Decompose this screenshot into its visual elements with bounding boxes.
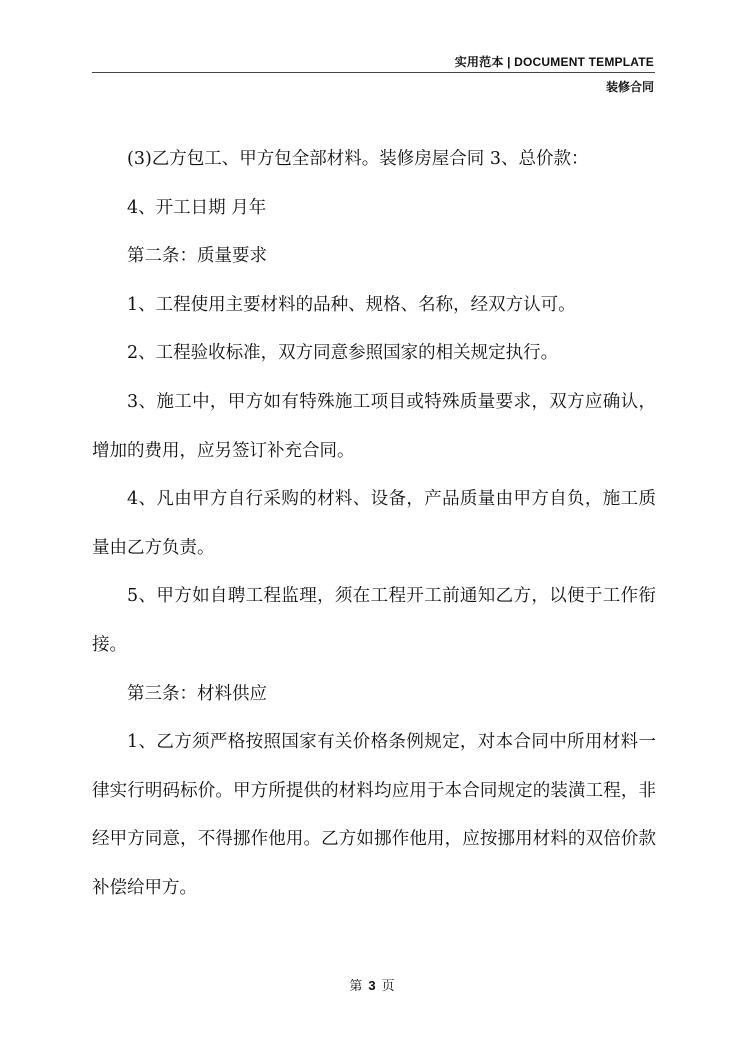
page-footer	[0, 975, 744, 994]
section-heading-3: 第三条：材料供应	[127, 683, 267, 704]
paragraph-1: (3)乙方包工、甲方包全部材料。装修房屋合同 3、总价款：	[127, 149, 589, 169]
paragraph-8: 1、乙方须严格按照国家有关价格条例规定，对本合同中所用材料一律实行明码标价。甲方所提供的材料均应用于本合同规定的装潢工程，非经甲方同意，不得挪作他用。乙方如挪作他用，应按挪用材料的双倍价款补偿给甲方。	[92, 732, 656, 898]
paragraph-7: 5、甲方如自聘工程监理，须在工程开工前通知乙方，以便于工作衔接。	[92, 586, 656, 655]
footer-prefix: 第	[349, 979, 363, 994]
paragraph-2: 4、开工日期 月年	[127, 197, 267, 218]
paragraph-3: 1、工程使用主要材料的品种、规格、名称，经双方认可。	[127, 294, 576, 315]
paragraph-5: 3、施工中，甲方如有特殊施工项目或特殊质量要求，双方应确认，增加的费用，应另签订补充合同。	[92, 391, 656, 461]
footer-suffix: 页	[381, 979, 395, 994]
header-title: 实用范本 | DOCUMENT TEMPLATE	[454, 55, 654, 69]
paragraph-6: 4、凡由甲方自行采购的材料、设备，产品质量由甲方自负，施工质量由乙方负责。	[92, 489, 656, 558]
header-divider	[92, 72, 655, 73]
page-number: 3	[368, 978, 376, 993]
section-heading-2: 第二条：质量要求	[127, 246, 267, 267]
paragraph-4: 2、工程验收标准，双方同意参照国家的相关规定执行。	[127, 343, 559, 364]
header-subtitle: 装修合同	[605, 80, 654, 94]
document-body	[92, 135, 656, 913]
